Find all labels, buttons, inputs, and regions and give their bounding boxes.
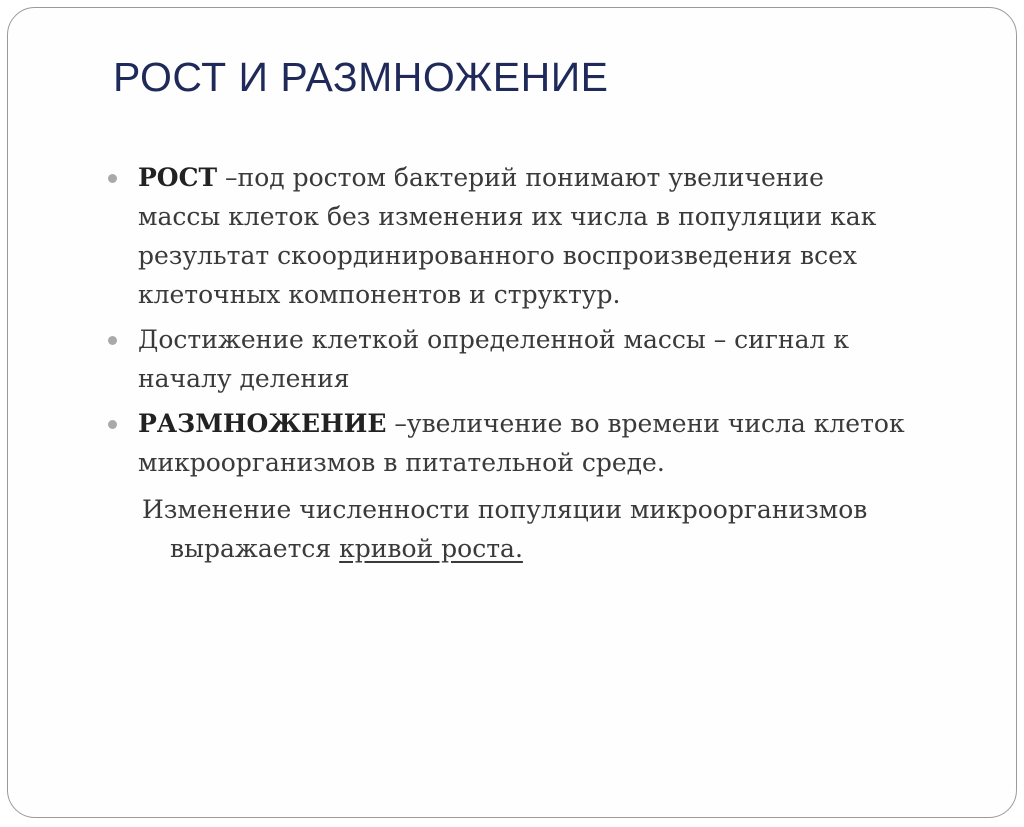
slide-title: РОСТ И РАЗМНОЖЕНИЕ (113, 54, 609, 100)
note-line-1: Изменение численности популяции микроорганизмов (142, 495, 868, 524)
bullet-line (138, 404, 968, 443)
note-line-2-prefix: выражается (170, 534, 340, 563)
bullet-growth (108, 158, 968, 314)
slide-body (108, 158, 968, 568)
bullet-dot (108, 174, 117, 183)
growth-text-line-2: массы клеток без изменения их числа в популяции как (138, 202, 877, 231)
bullet-mass-signal (108, 320, 968, 398)
bullet-dot (108, 336, 117, 345)
mass-signal-line-2: началу деления (138, 364, 350, 393)
growth-text-line-3: результат скоординированного воспроизведения всех (138, 241, 857, 270)
bullet-reproduction (108, 404, 968, 482)
mass-signal-line-1: Достижение клеткой определенной массы – сигнал к (138, 325, 849, 354)
bullet-line (138, 158, 968, 197)
growth-curve-link[interactable]: кривой роста. (339, 534, 523, 563)
bullet-dot (108, 420, 117, 429)
growth-text-line-4: клеточных компонентов и структур. (138, 280, 621, 309)
reproduction-text-line-2: микроорганизмов в питательной среде. (138, 448, 665, 477)
growth-text-line-1: –под ростом бактерий понимают увеличение (225, 163, 824, 192)
term-reproduction: РАЗМНОЖЕНИЕ (138, 409, 387, 438)
growth-curve-note (108, 490, 968, 568)
term-growth: РОСТ (138, 163, 218, 192)
note-line-2 (142, 529, 968, 568)
reproduction-text-line-1: –увеличение во времени числа клеток (394, 409, 905, 438)
